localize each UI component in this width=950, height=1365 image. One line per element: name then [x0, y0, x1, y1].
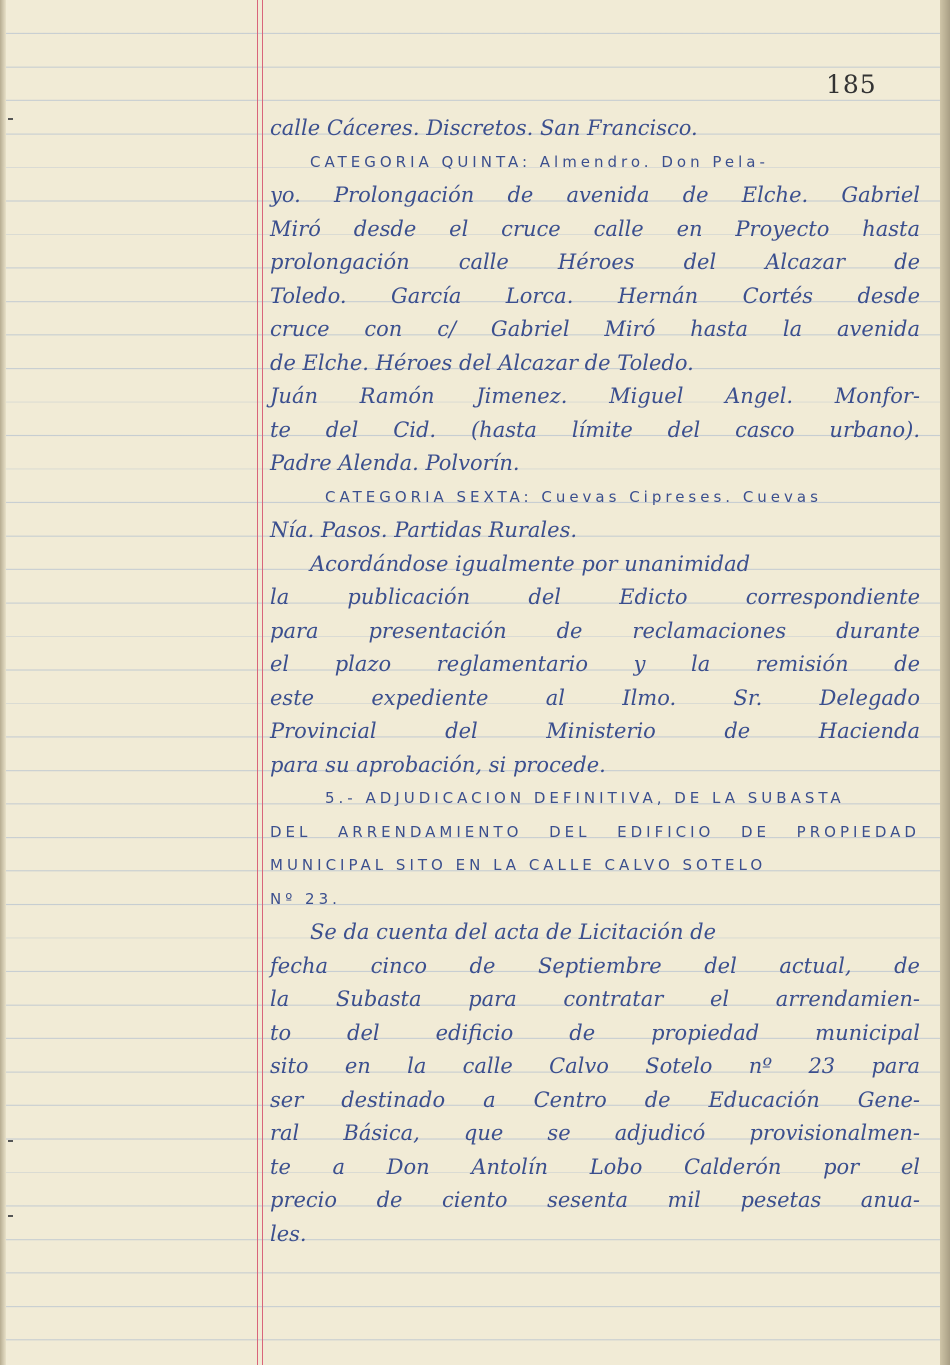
text-line: la Subasta para contratar el arrendamien- — [270, 987, 920, 1011]
section-heading: MUNICIPAL SITO EN LA CALLE CALVO SOTELO — [270, 856, 767, 874]
text-line: este expediente al Ilmo. Sr. Delegado — [270, 685, 920, 710]
section-heading: 5.- ADJUDICACION DEFINITIVA, DE LA SUBASTA — [325, 789, 845, 807]
margin-mark — [8, 1140, 13, 1142]
section-heading: DEL ARRENDAMIENTO DEL EDIFICIO DE PROPIEDAD — [270, 822, 920, 841]
text-line: la publicación del Edicto correspondiente — [270, 585, 920, 609]
section-heading: Nº 23. — [270, 889, 341, 908]
text-line: ral Básica, que se adjudicó provisionalmen- — [270, 1121, 920, 1145]
text-line: to del edificio de propiedad municipal — [270, 1020, 920, 1045]
text-line: fecha cinco de Septiembre del actual, de — [270, 953, 920, 978]
margin-mark — [8, 118, 13, 120]
text-line: sito en la calle Calvo Sotelo nº 23 para — [270, 1054, 920, 1078]
page-binding-edge — [0, 0, 6, 1365]
text-line: el plazo reglamentario y la remisión de — [270, 652, 920, 676]
text-line: Padre Alenda. Polvorín. — [270, 451, 520, 475]
text-line: Nía. Pasos. Partidas Rurales. — [270, 518, 578, 542]
text-line: para presentación de reclamaciones durante — [270, 618, 920, 643]
text-line: Juán Ramón Jimenez. Miguel Angel. Monfor- — [270, 384, 920, 408]
text-line: yo. Prolongación de avenida de Elche. Gabriel — [270, 183, 920, 207]
text-line: cruce con c/ Gabriel Miró hasta la avenida — [270, 317, 920, 341]
text-line: te del Cid. (hasta límite del casco urbano). — [270, 417, 920, 442]
page-edge — [940, 0, 950, 1365]
text-line: Toledo. García Lorca. Hernán Cortés desde — [270, 283, 920, 308]
text-line: de Elche. Héroes del Alcazar de Toledo. — [270, 350, 694, 375]
text-line: les. — [270, 1221, 307, 1246]
text-line: calle Cáceres. Discretos. San Francisco. — [270, 116, 698, 140]
margin-mark — [8, 1215, 13, 1217]
category-heading: CATEGORIA QUINTA: Almendro. Don Pela- — [310, 152, 769, 171]
text-line: Acordándose igualmente por unanimidad — [310, 551, 751, 576]
text-line: precio de ciento sesenta mil pesetas anua- — [270, 1188, 920, 1212]
handwritten-text — [270, 112, 920, 1251]
text-line: ser destinado a Centro de Educación Gene- — [270, 1087, 920, 1112]
margin-line — [257, 0, 258, 1365]
text-line: Provincial del Ministerio de Hacienda — [270, 719, 920, 743]
page-number: 185 — [826, 70, 877, 99]
text-line: para su aprobación, si procede. — [270, 752, 606, 777]
text-line: Se da cuenta del acta de Licitación de — [310, 920, 717, 944]
text-line: prolongación calle Héroes del Alcazar de — [270, 250, 920, 274]
text-line: Miró desde el cruce calle en Proyecto hasta — [270, 216, 920, 241]
category-heading: CATEGORIA SEXTA: Cuevas Cipreses. Cuevas — [325, 487, 822, 506]
text-line: te a Don Antolín Lobo Calderón por el — [270, 1154, 920, 1179]
margin-line — [262, 0, 263, 1365]
